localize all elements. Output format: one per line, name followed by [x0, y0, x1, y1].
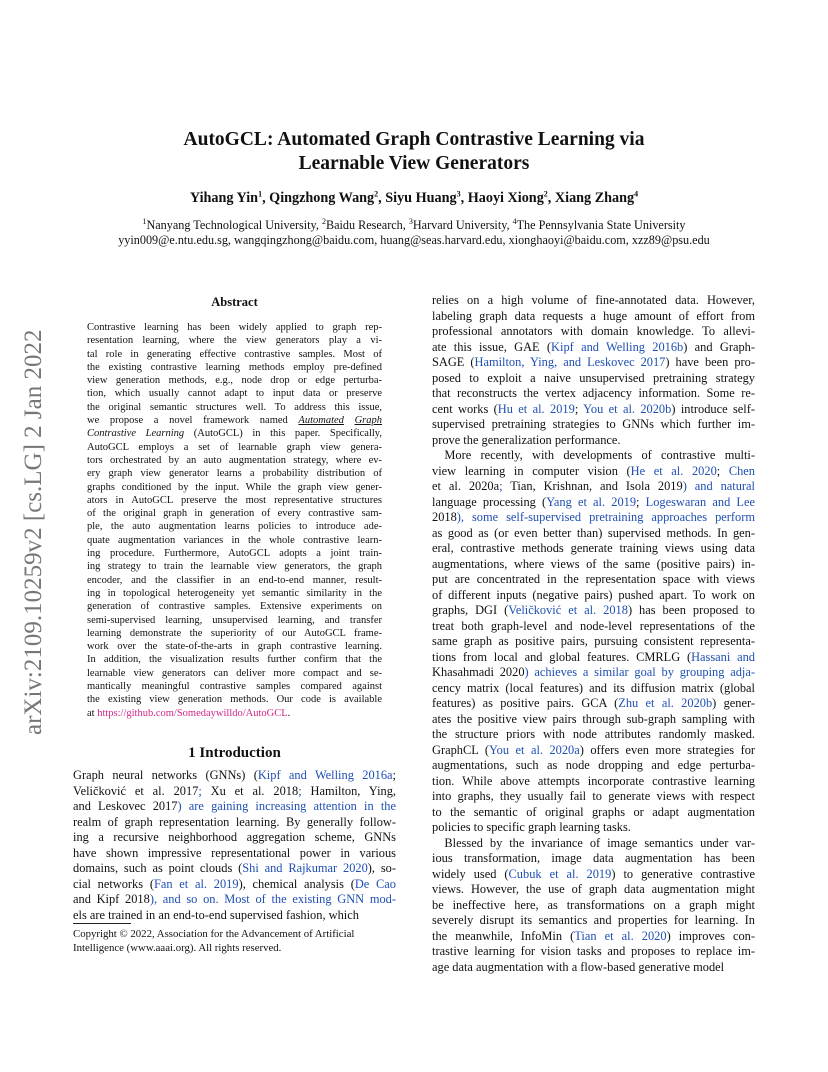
text-line: More recently, with developments of contrastive multi-	[432, 448, 755, 462]
text-line: policies to specific graph learning tasks.	[432, 820, 631, 834]
citation-link[interactable]: Veličković et al. 2018	[508, 603, 628, 617]
abstract-line: tors orchestrated by an auto augmentation strategy, where ev-	[87, 454, 382, 466]
text-line: into graphs, they usually fail to generate views with respect	[432, 789, 755, 803]
abstract-heading: Abstract	[211, 295, 258, 309]
abstract-line: the existing view generation methods. Our code is available	[87, 694, 382, 706]
text-line: view learning in computer vision (He et al. 2020; Chen	[432, 463, 755, 478]
text-line: treat both graph-level and node-level representations of the	[432, 618, 755, 633]
citation-link[interactable]: Tian et al. 2020	[574, 928, 667, 943]
abstract-line: ators in AutoGCL preserve the most representative structures	[87, 494, 382, 506]
citation-link[interactable]: Fan et al. 2019	[153, 876, 239, 891]
abstract-body	[87, 321, 382, 720]
text-line: ate this issue, GAE (Kipf and Welling 2016b) and Graph-	[432, 339, 755, 354]
citation-link[interactable]: Shi and Rajkumar 2020	[242, 861, 368, 875]
abstract-line: tion, which usually cannot adapt to input data or preserve	[87, 388, 382, 400]
text-line: 2018), some self-supervised pretraining approaches perform	[432, 510, 755, 524]
text-line: eral, contrastive methods generate training views using data	[432, 541, 755, 555]
author-list: Yihang Yin$^1$, Qingzhong Wang$^2$, Siyu Huang$^3$, Haoyi Xiong$^2$, Xiang Zhang$^4$	[189, 189, 639, 206]
abstract-line: the original semantic structures well. To address this issue,	[87, 401, 382, 413]
citation-link[interactable]: Chen	[728, 463, 755, 478]
citation-link[interactable]: ) and natural	[682, 479, 755, 493]
text-line: supervised pretraining strategies to GNNs which further im-	[432, 417, 755, 431]
abstract-line: graphs conditioned by the input. While the graph view gener-	[87, 481, 382, 493]
abstract-line: resentation learning, where the view generators play a vi-	[87, 335, 382, 347]
text-line: widely used (Cubuk et al. 2019) to generative contrastive	[432, 866, 756, 881]
title-line-1: AutoGCL: Automated Graph Contrastive Learning via	[183, 129, 645, 150]
text-line: GraphCL (You et al. 2020a) offers even more strategies for	[432, 742, 756, 757]
text-line: ing a recursive neighborhood aggregation scheme, GNNs	[73, 830, 396, 844]
citation-link[interactable]: ), some self-supervised pretraining approaches perform	[456, 510, 755, 524]
citation-link[interactable]: ) are gaining increasing attention in the	[177, 799, 396, 813]
abstract-line: mantically meaningful contrastive samples compared against	[87, 681, 382, 693]
text-line: cent works (Hu et al. 2019; You et al. 2020b) introduce self-	[432, 401, 755, 416]
citation-link[interactable]: ) achieves a similar goal by grouping adja-	[524, 665, 755, 679]
citation-link[interactable]: Hamilton, Ying, and Leskovec 2017	[474, 355, 666, 369]
citation-link[interactable]: He et al. 2020	[630, 463, 717, 478]
abstract-line: of the original graph in generation of every contrastive sam-	[87, 508, 382, 520]
paper-title	[0, 128, 828, 176]
text-line: and Kipf 2018), and so on. Most of the existing GNN mod-	[73, 892, 396, 906]
intro-left-column	[73, 768, 396, 923]
abstract-line: In addition, the visualization results further confirm that the	[87, 654, 382, 666]
abstract-line: work over the state-of-the-arts in graph contrastive learning.	[87, 641, 382, 653]
abstract-line: ing strategy to train the learnable view generators, the graph	[87, 561, 382, 573]
text-line: ates the positive view pairs through sub-graph sampling with	[432, 711, 755, 726]
citation-link[interactable]: Logeswaran and Lee	[645, 494, 755, 509]
author: Yihang Yin	[189, 190, 259, 206]
text-line: to the semantic of original graphs or adapt augmentation	[432, 804, 755, 819]
text-line: that reconstructs the vertex adjacency information. Some re-	[432, 386, 755, 400]
text-line: as good as (or even better than) supervised methods. In gen-	[432, 525, 755, 540]
author: Haoyi Xiong	[467, 190, 544, 206]
citation-link[interactable]: ), and so on. Most of the existing GNN mod-	[149, 892, 396, 906]
section-heading-introduction: 1 Introduction	[188, 745, 281, 761]
text-line: ious transformation, image data augmentation has been	[432, 851, 755, 865]
abstract-line: the existing contrastive learning methods employ pre-defined	[87, 361, 382, 373]
author: Siyu Huang	[385, 190, 457, 206]
text-line: features) as positive pairs. GCA (Zhu et al. 2020b) gener-	[432, 696, 755, 710]
citation-link[interactable]: ;	[198, 783, 211, 798]
text-line: labeling graph data requests a huge amount of effort from	[432, 308, 755, 323]
text-line: same graph as positive pairs, pursuing consistent representa-	[432, 634, 755, 648]
text-line: prove the generalization performance.	[432, 432, 621, 447]
text-line: cial networks (Fan et al. 2019), chemical analysis (De Cao	[73, 876, 396, 891]
author: Qingzhong Wang	[269, 190, 375, 206]
text-line: severely disrupt its semantics and properties for learning. In	[432, 913, 755, 927]
citation-link[interactable]: Kipf and Welling 2016a	[257, 768, 393, 782]
text-line: be ineffective here, as transformations on a graph might	[432, 897, 755, 912]
citation-link[interactable]: You et al. 2020a	[488, 742, 580, 757]
copyright-footnote: Copyright © 2022, Association for the Advancement of Artificial Intelligence (www.aaai.org). All rights reserved.	[73, 928, 355, 954]
text-line: age data augmentation with a flow-based generative model	[432, 959, 725, 974]
text-line: relies on a high volume of fine-annotated data. However,	[432, 293, 755, 307]
text-line: Blessed by the invariance of image semantics under var-	[432, 835, 755, 850]
citation-link[interactable]: ;	[499, 479, 511, 493]
abstract-line: generation of contrastive samples. Extensive experiments on	[87, 601, 382, 613]
text-line: et al. 2020a; Tian, Krishnan, and Isola 2019) and natural	[432, 479, 755, 493]
abstract-line: at https://github.com/Somedaywilldo/AutoGCL.	[87, 707, 291, 719]
footnote-rule	[73, 923, 131, 924]
abstract-line: we propose a novel framework named Automated Graph	[87, 415, 382, 427]
abstract-line: Contrastive Learning (AutoGCL) in this paper. Specifically,	[87, 428, 382, 440]
abstract-line: ing procedure. Furthermore, AutoGCL adopts a joint train-	[87, 548, 382, 560]
text-line: cency matrix (local features) and its diffusion matrix (global	[432, 680, 755, 695]
text-line: the structure priors with node attributes randomly masked.	[432, 727, 755, 741]
abstract-line: Contrastive learning has been widely applied to graph rep-	[87, 322, 382, 333]
author-emails: yyin009@e.ntu.edu.sg, wangqingzhong@baidu.com, huang@seas.harvard.edu, xionghaoyi@baidu.com, xzz89@psu.edu	[118, 233, 710, 247]
abstract-line: encoder, and the classifier in an end-to-end manner, result-	[87, 574, 382, 586]
citation-link[interactable]: Yang et al. 2019	[546, 494, 637, 509]
text-line: augmentations, such as node dropping and edge perturba-	[432, 758, 755, 772]
text-line: trastive learning for vision tasks and proposes to replace im-	[432, 944, 755, 958]
citation-link[interactable]: Cubuk et al. 2019	[508, 866, 612, 881]
text-line: SAGE (Hamilton, Ying, and Leskovec 2017) have been pro-	[432, 355, 755, 369]
text-line: els are trained in an end-to-end supervised fashion, which	[73, 907, 359, 922]
title-line-2: Learnable View Generators	[298, 153, 530, 174]
citation-link[interactable]: Hu et al. 2019	[497, 401, 575, 416]
citation-link[interactable]: De Cao	[354, 876, 396, 891]
abstract-line: view generation methods, e.g., node drop or edge perturba-	[87, 375, 382, 387]
text-line: the meanwhile, InfoMin (Tian et al. 2020) improves con-	[432, 928, 756, 943]
intro-right-column	[432, 293, 755, 975]
citation-link[interactable]: You et al. 2020b	[583, 401, 672, 416]
text-line: have shown impressive representational power in various	[73, 845, 396, 860]
citation-link[interactable]: Hassani and	[691, 649, 755, 664]
affiliation-line: $^1$Nanyang Technological University, $^2$Baidu Research, $^3$Harvard University, $^4$The Pennsylvania State University	[142, 216, 686, 232]
abstract-line: tal role in generating effective contrastive samples. Most of	[87, 348, 382, 360]
text-line: posed to exploit a naive unsupervised pretraining strategy	[432, 370, 755, 385]
arxiv-identifier: arXiv:2109.10259v2 [cs.LG] 2 Jan 2022	[20, 329, 47, 735]
text-line: Graph neural networks (GNNs) (Kipf and Welling 2016a;	[73, 768, 396, 782]
text-line: domains, such as point clouds (Shi and Rajkumar 2020), so-	[73, 861, 396, 875]
text-line: graphs, DGI (Veličković et al. 2018) has been proposed to	[432, 603, 755, 617]
abstract-line: semi-supervised learning, unsupervised learning, and transfer	[87, 614, 382, 626]
text-line: professional annotators with domain knowledge. To allevi-	[432, 324, 755, 338]
author: Xiang Zhang	[554, 190, 635, 206]
text-line: Veličković et al. 2017; Xu et al. 2018; Hamilton, Ying,	[73, 783, 397, 798]
citation-link[interactable]: ;	[298, 783, 311, 798]
citation-link[interactable]: Kipf and Welling 2016b	[551, 339, 684, 354]
text-line: language processing (Yang et al. 2019; Logeswaran and Lee	[432, 494, 755, 509]
text-line: put are concentrated in the representation space with views	[432, 572, 755, 586]
text-line: views. However, the use of graph data augmentation might	[432, 882, 755, 896]
text-line: augmentations, where views of the same (positive pairs) in-	[432, 556, 755, 571]
abstract-line: learning demonstrate the superiority of our AutoGCL frame-	[87, 627, 382, 639]
text-line: of different inputs (negative pairs) pushed apart. To work on	[432, 587, 755, 602]
text-line: and Leskovec 2017) are gaining increasing attention in the	[73, 799, 396, 813]
citation-link[interactable]: Zhu et al. 2020b	[618, 696, 713, 710]
text-line: tion. While above attempts incorporate contrastive learning	[432, 773, 755, 788]
abstract-line: ple, the auto augmentation learns policies to introduce ade-	[87, 521, 382, 533]
affiliations	[0, 218, 828, 248]
text-line: Khasahmadi 2020) achieves a similar goal by grouping adja-	[432, 665, 755, 679]
text-line: realm of graph representation learning. By generally follow-	[73, 814, 396, 829]
abstract-line: AutoGCL employs a set of learnable graph view genera-	[87, 441, 382, 453]
abstract-line: learnable view generators can deliver more compact and se-	[87, 667, 382, 679]
text-line: tions from local and global features. CMRLG (Hassani and	[432, 649, 755, 664]
abstract-line: quate augmentation variances in the whole contrastive learn-	[87, 534, 382, 546]
abstract-line: ery graph view generator learns a probability distribution of	[87, 468, 382, 480]
code-link[interactable]: https://github.com/Somedaywilldo/AutoGCL	[97, 707, 288, 719]
abstract-line: ing in topological heterogeneity yet semantic similarity in the	[87, 587, 382, 599]
